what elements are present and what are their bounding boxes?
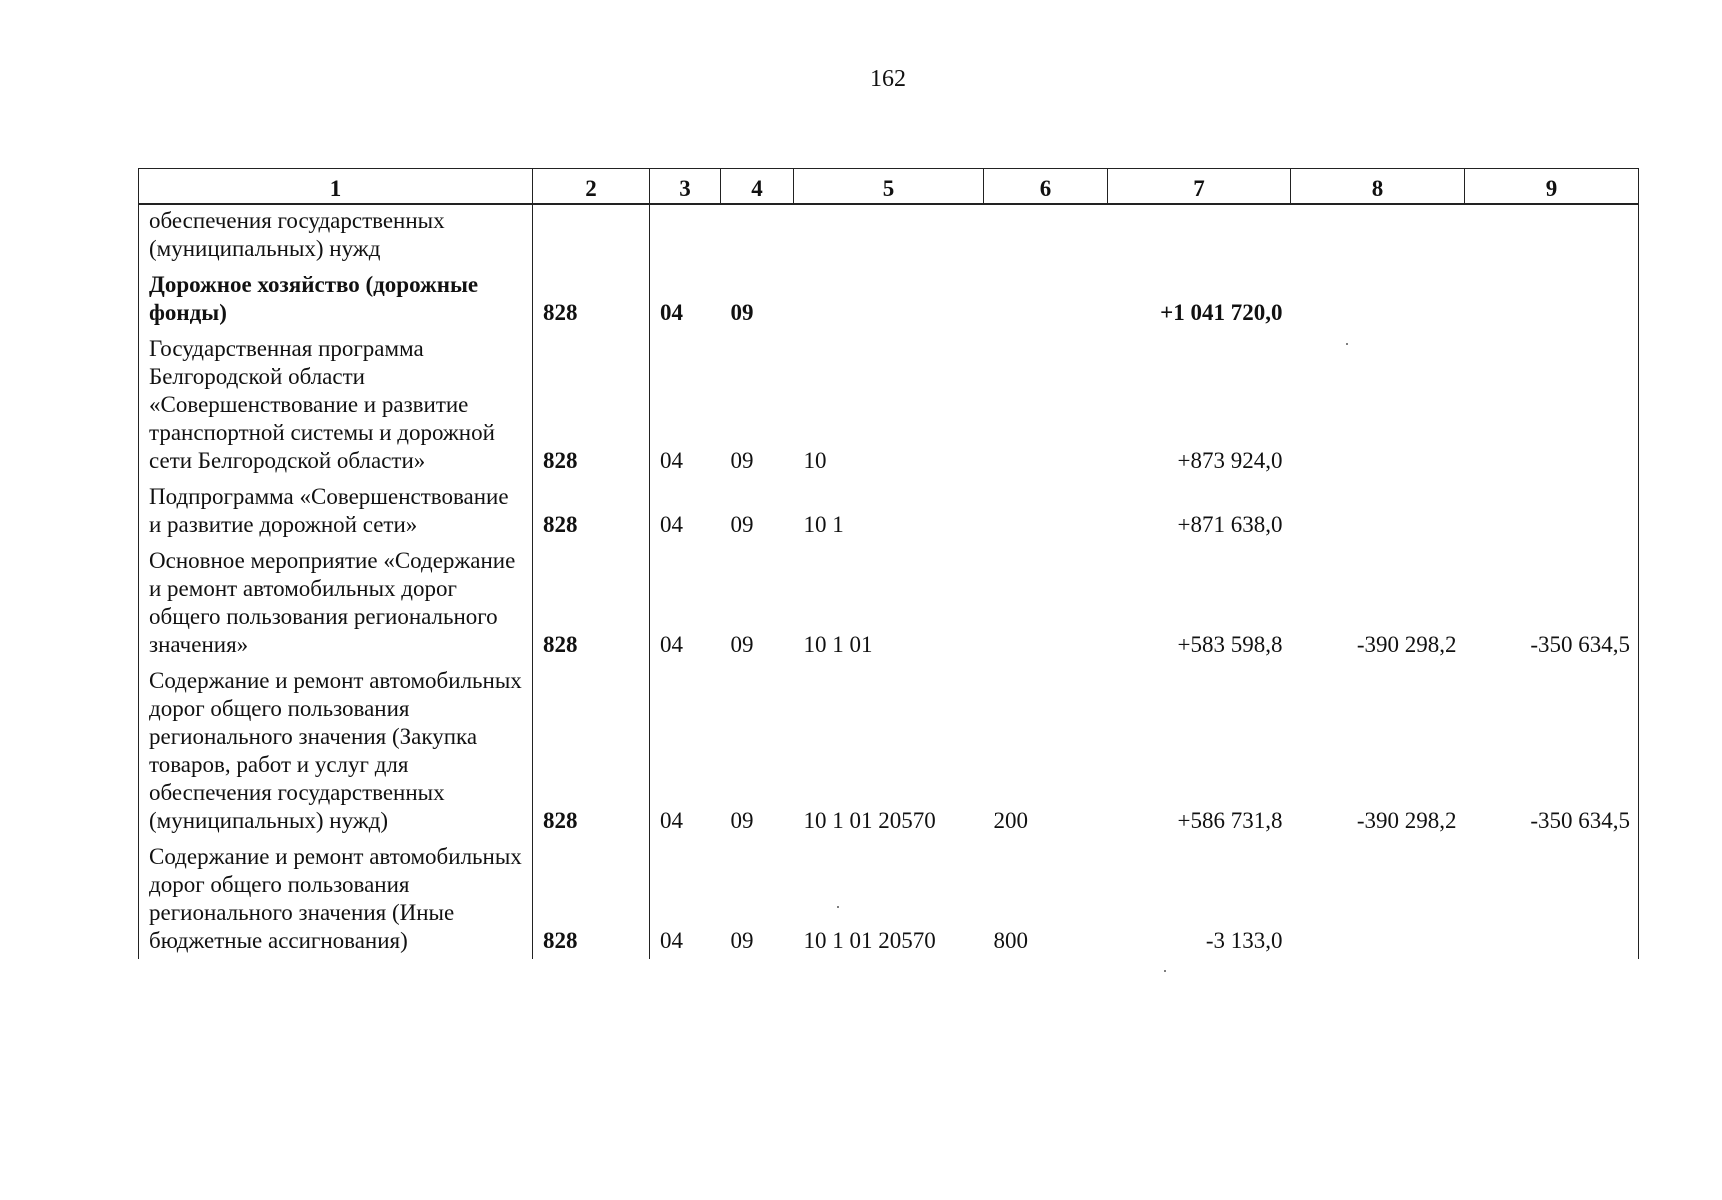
table-header-row — [139, 169, 1639, 205]
row-amount-3 — [1465, 331, 1639, 479]
table-row — [139, 331, 1639, 479]
row-description: Дорожное хозяйство (дорожные фонды) — [139, 267, 533, 331]
page-number: 162 — [870, 66, 906, 92]
column-header: 7 — [1108, 169, 1291, 205]
row-section — [650, 204, 721, 267]
column-header: 2 — [533, 169, 650, 205]
row-description: Содержание и ремонт автомобильных дорог общего пользования регионального значения (Иные бюджетные ассигнования) — [139, 839, 533, 959]
row-amount-3: -350 634,5 — [1465, 663, 1639, 839]
row-expense-type — [984, 204, 1108, 267]
row-admin-code — [533, 204, 650, 267]
column-header: 5 — [794, 169, 984, 205]
row-expense-type: 200 — [993, 808, 1028, 833]
table-row — [139, 543, 1639, 663]
row-amount-2: -390 298,2 — [1356, 632, 1457, 657]
row-subsection: 09 — [730, 300, 754, 325]
row-description: Содержание и ремонт автомобильных дорог общего пользования регионального значения (Закупка товаров, работ и услуг для обеспечения государственных (муниципальных) нужд) — [139, 663, 533, 839]
row-amount-3 — [1465, 479, 1639, 543]
table-row — [139, 839, 1639, 959]
row-admin-code: 828 — [533, 543, 650, 663]
row-amount-1: +873 924,0 — [1177, 448, 1283, 473]
row-subsection: 09 — [730, 632, 754, 657]
row-target-code: 10 1 01 — [803, 632, 873, 657]
row-target-code: 10 1 01 20570 — [803, 808, 936, 833]
row-amount-2 — [1291, 267, 1465, 331]
scan-speck — [837, 906, 839, 908]
row-section: 04 — [650, 479, 721, 543]
row-description: обеспечения государственных (муниципальных) нужд — [139, 204, 533, 267]
row-section: 04 — [650, 543, 721, 663]
row-admin-code: 828 — [533, 479, 650, 543]
row-section: 04 — [650, 839, 721, 959]
row-description: Основное мероприятие «Содержание и ремонт автомобильных дорог общего пользования регионального значения» — [139, 543, 533, 663]
row-subsection: 09 — [730, 512, 754, 537]
row-target-code: 10 1 — [803, 512, 844, 537]
column-header: 8 — [1291, 169, 1465, 205]
row-admin-code: 828 — [533, 331, 650, 479]
row-admin-code: 828 — [533, 839, 650, 959]
row-expense-type — [984, 267, 1108, 331]
scan-speck — [1164, 970, 1166, 972]
column-header: 9 — [1465, 169, 1639, 205]
row-admin-code: 828 — [533, 267, 650, 331]
column-header: 1 — [139, 169, 533, 205]
row-expense-type: 800 — [993, 928, 1028, 953]
row-amount-1: +871 638,0 — [1177, 512, 1283, 537]
row-expense-type — [984, 543, 1108, 663]
column-header: 4 — [721, 169, 794, 205]
table-row — [139, 267, 1639, 331]
row-target-code — [794, 204, 984, 267]
row-expense-type — [984, 331, 1108, 479]
row-amount-2 — [1291, 839, 1465, 959]
table-row — [139, 204, 1639, 267]
row-target-code: 10 — [803, 448, 827, 473]
table-row — [139, 663, 1639, 839]
row-section: 04 — [650, 663, 721, 839]
row-amount-3 — [1465, 267, 1639, 331]
row-amount-3: -350 634,5 — [1465, 543, 1639, 663]
row-target-code — [794, 267, 984, 331]
row-amount-2 — [1291, 204, 1465, 267]
row-subsection: 09 — [730, 928, 754, 953]
row-subsection — [721, 204, 794, 267]
row-description: Государственная программа Белгородской области «Совершенствование и развитие транспортной системы и дорожной сети Белгородской области» — [139, 331, 533, 479]
row-admin-code: 828 — [533, 663, 650, 839]
row-amount-3 — [1465, 204, 1639, 267]
row-amount-1: +583 598,8 — [1177, 632, 1283, 657]
row-amount-2: -390 298,2 — [1356, 808, 1457, 833]
scan-speck — [1346, 343, 1348, 345]
row-amount-1 — [1108, 204, 1291, 267]
row-amount-3 — [1465, 839, 1639, 959]
row-description: Подпрограмма «Совершенствование и развитие дорожной сети» — [139, 479, 533, 543]
row-expense-type — [984, 479, 1108, 543]
column-header: 6 — [984, 169, 1108, 205]
row-section: 04 — [650, 331, 721, 479]
budget-table — [138, 168, 1639, 959]
row-target-code: 10 1 01 20570 — [803, 928, 936, 953]
column-header: 3 — [650, 169, 721, 205]
row-amount-1: +586 731,8 — [1177, 808, 1283, 833]
row-amount-1: +1 041 720,0 — [1160, 300, 1283, 325]
row-amount-2 — [1291, 479, 1465, 543]
row-subsection: 09 — [730, 448, 754, 473]
row-section: 04 — [650, 267, 721, 331]
table-row — [139, 479, 1639, 543]
row-amount-2 — [1291, 331, 1465, 479]
row-subsection: 09 — [730, 808, 754, 833]
row-amount-1: -3 133,0 — [1205, 928, 1283, 953]
